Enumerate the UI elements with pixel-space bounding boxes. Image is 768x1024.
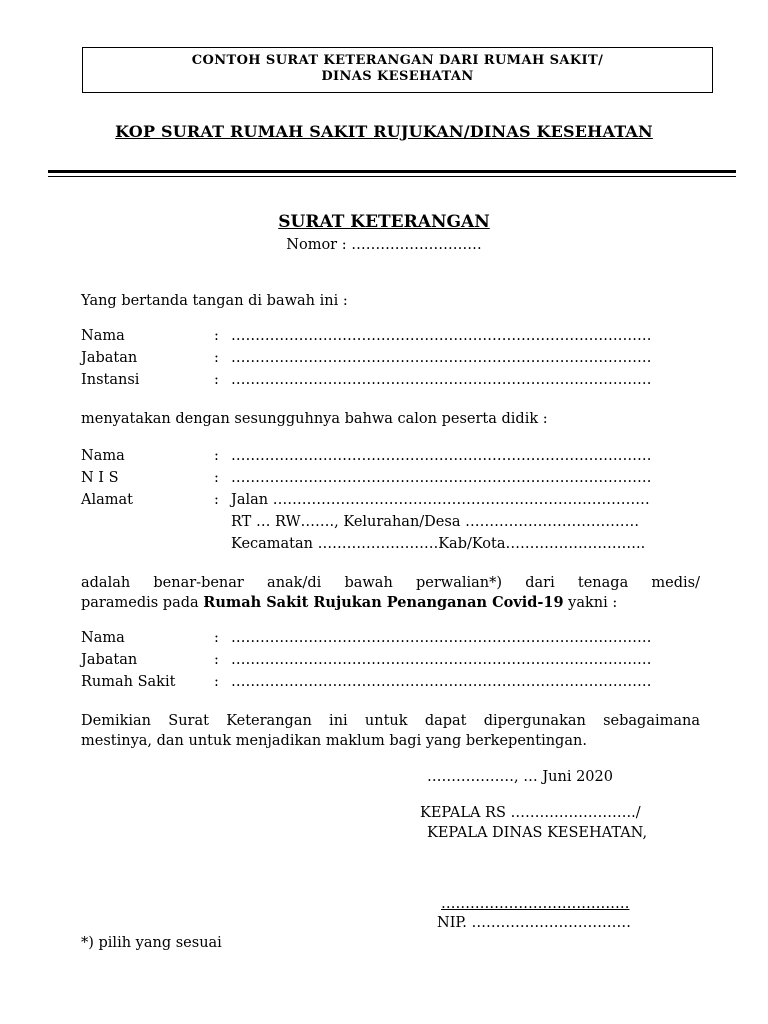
staff-name-value: …………………………………………………………………………… (231, 630, 652, 646)
signer-position-value: …………………………………………………………………………… (231, 350, 652, 366)
signer-institution-value: …………………………………………………………………………… (231, 372, 652, 388)
signer-position-label: Jabatan (81, 350, 138, 366)
example-title-line-1: CONTOH SURAT KETERANGAN DARI RUMAH SAKIT/ (191, 53, 604, 68)
signer-institution-label: Instansi (81, 372, 140, 388)
letter-number: Nomor : ……………………… (286, 237, 482, 253)
footnote: *) pilih yang sesuai (81, 935, 222, 951)
student-name-value: …………………………………………………………………………… (231, 448, 652, 464)
staff-position-value: …………………………………………………………………………… (231, 652, 652, 668)
student-name-colon: : (214, 448, 219, 464)
student-address-colon: : (214, 492, 219, 508)
staff-hospital-colon: : (214, 674, 219, 690)
example-title-line-2: DINAS KESEHATAN (321, 69, 474, 84)
staff-hospital-label: Rumah Sakit (81, 674, 176, 690)
student-address-rt-rw: RT … RW……., Kelurahan/Desa ……………………………… (231, 514, 640, 530)
signer-institution-colon: : (214, 372, 219, 388)
closing-line-1: Demikian Surat Keterangan ini untuk dapat dipergunakan sebagaimana (81, 713, 700, 729)
signer-name-value: …………………………………………………………………………… (231, 328, 652, 344)
signature-line: ………………………………… (441, 896, 630, 912)
letterhead-title: KOP SURAT RUMAH SAKIT RUJUKAN/DINAS KESEHATAN (115, 122, 653, 141)
student-nis-label: N I S (81, 470, 119, 486)
student-address-district: Kecamatan …………………….Kab/Kota……………………….. (231, 536, 646, 552)
letterhead-rule-thin (48, 176, 736, 177)
signer-position-colon: : (214, 350, 219, 366)
student-nis-colon: : (214, 470, 219, 486)
staff-position-colon: : (214, 652, 219, 668)
student-address-label: Alamat (81, 492, 133, 508)
signer-name-colon: : (214, 328, 219, 344)
signer-title-1: KEPALA RS ……………………../ (420, 805, 641, 821)
example-title-box (82, 47, 713, 93)
student-nis-value: …………………………………………………………………………… (231, 470, 652, 486)
signer-name-label: Nama (81, 328, 125, 344)
letter-title: SURAT KETERANGAN (278, 212, 490, 232)
closing-line-2: mestinya, dan untuk menjadikan maklum bagi yang berkepentingan. (81, 733, 587, 749)
staff-position-label: Jabatan (81, 652, 138, 668)
letterhead-rule-thick (48, 170, 736, 173)
staff-name-colon: : (214, 630, 219, 646)
statement-text: menyatakan dengan sesungguhnya bahwa calon peserta didik : (81, 411, 548, 427)
date-line: ………………, … Juni 2020 (427, 769, 613, 785)
relationship-post: yakni : (563, 595, 618, 611)
student-address-street: Jalan …………………………………………………………………… (231, 492, 650, 508)
student-name-label: Nama (81, 448, 125, 464)
nip-line: NIP. …………………………… (437, 915, 631, 931)
staff-hospital-value: …………………………………………………………………………… (231, 674, 652, 690)
staff-name-label: Nama (81, 630, 125, 646)
relationship-pre: paramedis pada (81, 595, 204, 611)
signer-title-2: KEPALA DINAS KESEHATAN, (427, 825, 648, 841)
relationship-line-1: adalah benar-benar anak/di bawah perwalian*) dari tenaga medis/ (81, 575, 700, 591)
relationship-line-2 (81, 593, 617, 613)
hospital-designation: Rumah Sakit Rujukan Penanganan Covid-19 (203, 594, 564, 611)
intro-text: Yang bertanda tangan di bawah ini : (81, 293, 348, 309)
